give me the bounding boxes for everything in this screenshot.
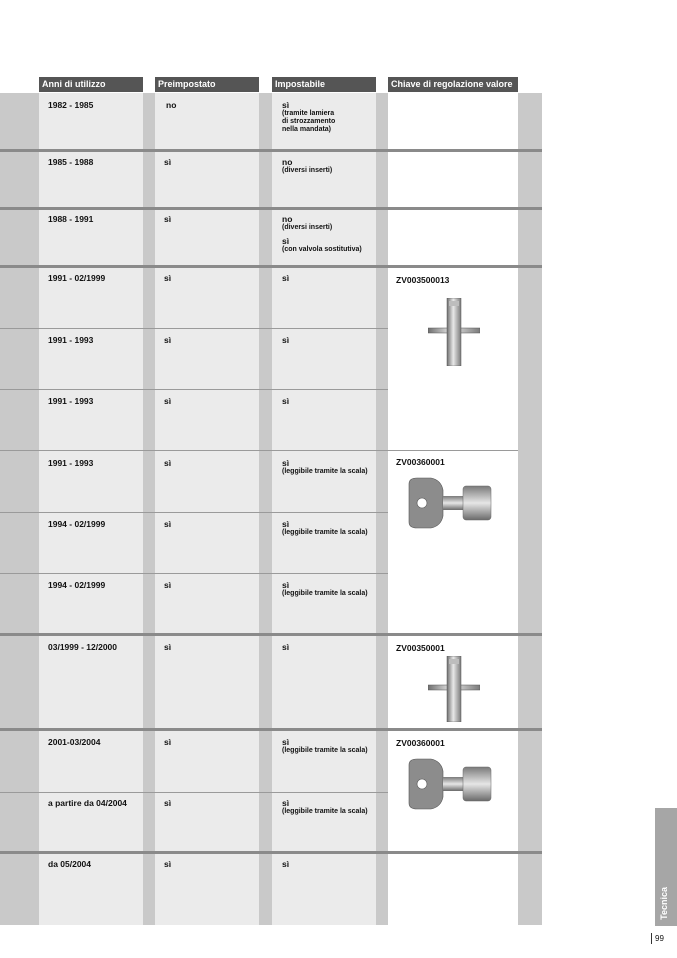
strip-3 xyxy=(376,93,388,925)
row-adjustable xyxy=(282,798,368,816)
adj-value: sì xyxy=(282,642,290,652)
row-adjustable xyxy=(282,642,289,652)
adj-note: (tramite lamiera di strozzamento nella mandata) xyxy=(282,110,336,133)
right-strip xyxy=(518,93,542,925)
row-preset: no xyxy=(166,100,177,110)
row-preset: sì xyxy=(164,642,172,652)
row-separator xyxy=(0,207,542,210)
key-code: ZV00360001 xyxy=(396,738,445,748)
adj-note: (leggibile tramite la scala) xyxy=(282,747,368,754)
row-years: 2001-03/2004 xyxy=(48,737,101,747)
row-separator-thin xyxy=(0,512,388,513)
row-separator xyxy=(0,851,542,854)
row-preset: sì xyxy=(164,798,172,808)
row-separator-thin xyxy=(0,450,518,451)
row-preset: sì xyxy=(164,396,172,406)
row-preset: sì xyxy=(164,580,172,590)
header-key-label: Chiave di regolazione valore xyxy=(391,79,513,89)
adj-value: sì xyxy=(282,396,290,406)
row-adjustable xyxy=(282,737,368,755)
row-preset: sì xyxy=(164,737,172,747)
row-years: 1994 - 02/1999 xyxy=(48,519,106,529)
header-adjustable: Impostabile xyxy=(272,77,376,92)
adj-note: (leggibile tramite la scala) xyxy=(282,468,368,475)
strip-2 xyxy=(259,93,272,925)
row-separator-thin xyxy=(0,792,388,793)
row-adjustable xyxy=(282,214,362,254)
row-preset: sì xyxy=(164,214,172,224)
row-years: 1985 - 1988 xyxy=(48,157,94,167)
row-separator xyxy=(0,265,542,268)
adj-value: sì xyxy=(282,335,290,345)
adj-value: sì xyxy=(282,859,290,869)
adj-value: sì xyxy=(282,458,290,468)
butterfly-key-icon xyxy=(407,476,495,530)
row-preset: sì xyxy=(164,335,172,345)
adj-value: sì xyxy=(282,519,290,529)
section-tab xyxy=(655,808,677,926)
adj-value: sì xyxy=(282,273,290,283)
row-preset: sì xyxy=(164,157,172,167)
row-adjustable xyxy=(282,157,332,175)
adj-note: (leggibile tramite la scala) xyxy=(282,808,368,815)
row-preset: sì xyxy=(164,458,172,468)
adj-value-2: sì xyxy=(282,236,290,246)
row-separator-thin xyxy=(0,389,388,390)
butterfly-key-icon xyxy=(407,757,495,811)
row-years: a partire da 04/2004 xyxy=(48,798,127,808)
t-key-icon xyxy=(428,656,480,722)
adj-note: (leggibile tramite la scala) xyxy=(282,590,368,597)
row-years: 1988 - 1991 xyxy=(48,214,94,224)
row-years: 1991 - 1993 xyxy=(48,335,94,345)
header-preset: Preimpostato xyxy=(155,77,259,92)
section-tab-label: Tecnica xyxy=(659,887,669,920)
key-code: ZV003500013 xyxy=(396,275,450,285)
header-key xyxy=(388,77,518,92)
row-separator xyxy=(0,728,542,731)
adj-value: sì xyxy=(282,798,290,808)
adj-value: no xyxy=(282,214,293,224)
row-years: da 05/2004 xyxy=(48,859,92,869)
header-years: Anni di utilizzo xyxy=(39,77,143,92)
adj-value: sì xyxy=(282,580,290,590)
strip-1 xyxy=(143,93,155,925)
row-preset: sì xyxy=(164,273,172,283)
adj-value: sì xyxy=(282,737,290,747)
row-years: 1982 - 1985 xyxy=(48,100,94,110)
row-adjustable xyxy=(282,458,368,476)
adj-note: (diversi inserti) xyxy=(282,167,333,174)
row-preset: sì xyxy=(164,519,172,529)
adj-value: no xyxy=(282,157,293,167)
key-code: ZV00360001 xyxy=(396,457,445,467)
row-years: 1991 - 1993 xyxy=(48,396,94,406)
row-adjustable xyxy=(282,580,368,598)
row-separator-thin xyxy=(0,573,388,574)
adj-value: sì xyxy=(282,100,290,110)
row-years: 1994 - 02/1999 xyxy=(48,580,106,590)
row-adjustable xyxy=(282,273,289,283)
adj-note: (leggibile tramite la scala) xyxy=(282,529,368,536)
page-number: 99 xyxy=(651,933,664,944)
row-adjustable xyxy=(282,859,289,869)
row-preset: sì xyxy=(164,859,172,869)
row-adjustable xyxy=(282,396,289,406)
row-adjustable xyxy=(282,100,335,134)
left-strip xyxy=(0,93,39,925)
row-years: 1991 - 02/1999 xyxy=(48,273,106,283)
t-key-icon xyxy=(428,298,480,366)
adj-note-2: (con valvola sostitutiva) xyxy=(282,246,362,253)
row-separator xyxy=(0,149,542,152)
adj-note: (diversi inserti) xyxy=(282,224,333,231)
row-separator-thin xyxy=(0,328,388,329)
row-years: 03/1999 - 12/2000 xyxy=(48,642,118,652)
row-adjustable xyxy=(282,335,289,345)
row-years: 1991 - 1993 xyxy=(48,458,94,468)
row-separator xyxy=(0,633,542,636)
key-code: ZV00350001 xyxy=(396,643,445,653)
row-adjustable xyxy=(282,519,368,537)
